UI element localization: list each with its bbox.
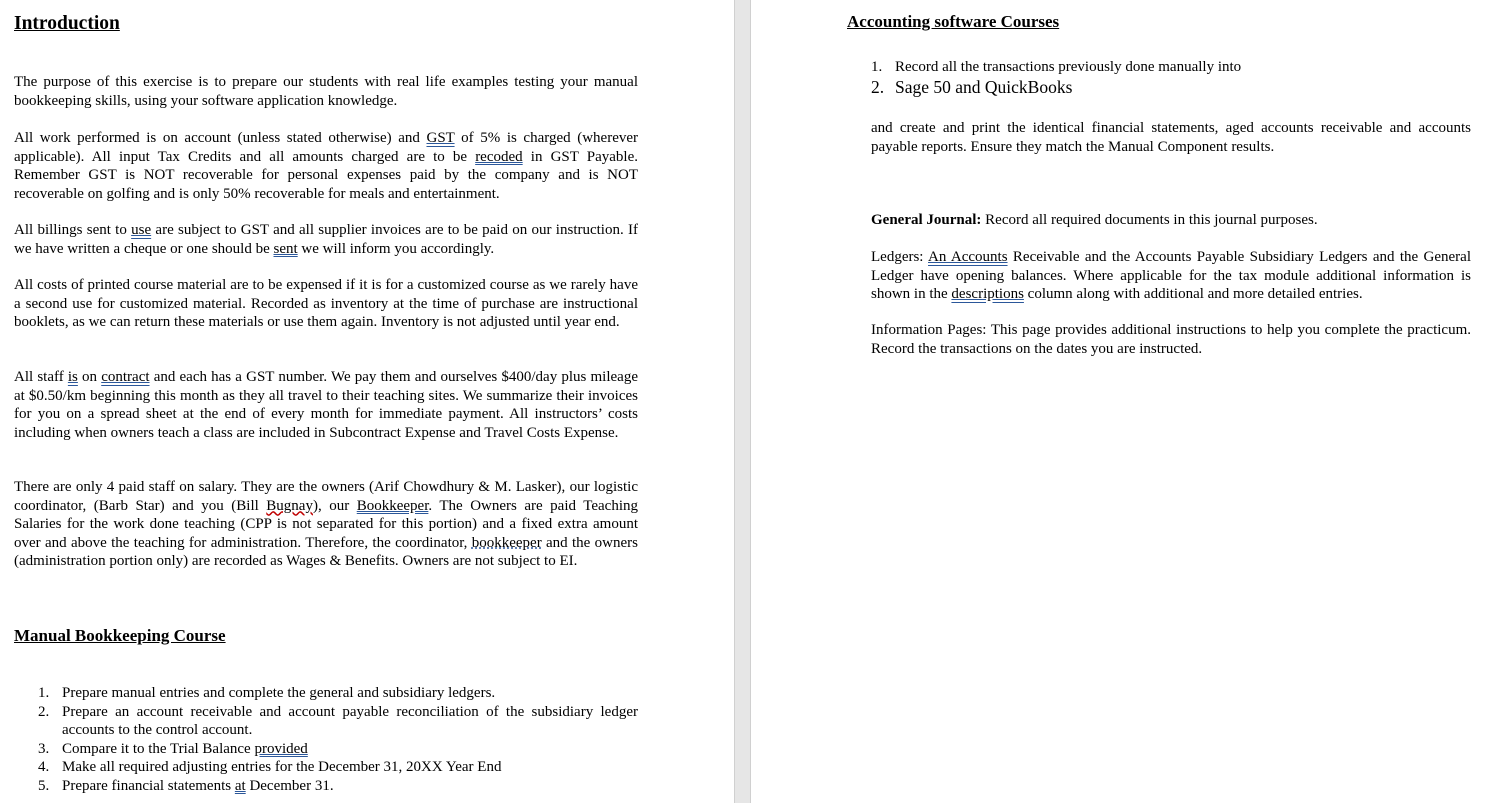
list-item: 2. Prepare an account receivable and account payable reconciliation of the subsidiary ledger accounts to the control account.	[38, 703, 638, 738]
intro-paragraph-2: All work performed is on account (unless stated otherwise) and GST of 5% is charged (wherever applicable). All input Tax Credits and all amounts charged are to be recoded in GST Payable. Remember GST is NOT recoverable for personal expenses paid by the company and is NOT recoverable on golfing and is only 50% recoverable for meals and entertainment.	[14, 130, 639, 202]
page-gutter	[734, 0, 751, 803]
accounting-software-list	[871, 58, 1471, 98]
grammar-flag-recoded[interactable]: recoded	[475, 148, 523, 165]
intro-paragraph-5: All staff is on contract and each has a GST number. We pay them and ourselves $400/day plus mileage at $0.50/km beginning this month as they all travel to their teaching sites. We summarize their invoices for you on a spread sheet at the end of every month for immediate payment. All instructors’ costs including when owners teach a class are included in Subcontract Expense and Travel Costs Expense.	[14, 369, 638, 441]
list-item: 2. Sage 50 and QuickBooks	[871, 76, 1073, 97]
intro-paragraph-4: All costs of printed course material are to be expensed if it is for a customized course as we rarely have a second use for customized material. Recorded as inventory at the time of purchase are instructional booklets, as we can return these materials or use them again. Inventory is not adjusted until year end.	[14, 277, 638, 330]
manual-bookkeeping-heading: Manual Bookkeeping Course	[14, 626, 226, 645]
general-journal-label: General Journal:	[871, 212, 982, 228]
intro-paragraph-6: There are only 4 paid staff on salary. They are the owners (Arif Chowdhury & M. Lasker), our logistic coordinator, (Barb Star) and you (Bill Bugnay), our Bookkeeper. The Owners are paid Teaching Salaries for the work done teaching (CPP is not separated for this portion) and a fixed extra amount over and above the teaching for administration. Therefore, the coordinator, bookkeeper and the owners (administration portion only) are recorded as Wages & Benefits. Owners are not subject to EI.	[14, 479, 638, 569]
list-item: 1. Prepare manual entries and complete the general and subsidiary ledgers.	[38, 685, 496, 701]
grammar-flag-contract[interactable]: contract	[101, 369, 150, 385]
spelling-flag-bugnay[interactable]: Bugnay	[266, 497, 313, 514]
accounting-software-paragraph: and create and print the identical financial statements, aged accounts receivable and accounts payable reports. Ensure they match the Manual Component results.	[871, 120, 1471, 155]
grammar-flag-gst[interactable]: GST	[426, 130, 455, 146]
grammar-flag-descriptions[interactable]: descriptions	[951, 286, 1024, 302]
list-item: 1. Record all the transactions previously done manually into	[871, 59, 1242, 75]
intro-paragraph-1: The purpose of this exercise is to prepare our students with real life examples testing your manual bookkeeping skills, using your software application knowledge.	[14, 74, 638, 109]
left-document-page	[0, 0, 734, 803]
grammar-flag-provided[interactable]: provided	[254, 740, 308, 757]
grammar-flag-sent[interactable]: sent	[273, 240, 298, 257]
manual-bookkeeping-list	[14, 684, 638, 795]
grammar-flag-an-accounts[interactable]: An Accounts	[928, 249, 1008, 265]
grammar-flag-is[interactable]: is	[67, 369, 78, 385]
grammar-flag-at[interactable]: at	[234, 777, 246, 794]
information-pages-paragraph: Information Pages: This page provides additional instructions to help you complete the practicum. Record the transactions on the dates you are instructed.	[871, 322, 1471, 357]
general-journal-paragraph: General Journal: Record all required documents in this journal purposes.	[871, 212, 1318, 228]
accounting-software-heading: Accounting software Courses	[847, 12, 1060, 31]
list-item: 5. Prepare financial statements at December 31.	[38, 777, 334, 794]
grammar-flag-bookkeeper[interactable]: Bookkeeper	[356, 497, 429, 514]
introduction-heading: Introduction	[14, 13, 120, 34]
grammar-flag-use[interactable]: use	[131, 222, 152, 238]
list-item: 3. Compare it to the Trial Balance provided	[38, 740, 308, 757]
intro-paragraph-3: All billings sent to use are subject to GST and all supplier invoices are to be paid on our instruction. If we have written a cheque or one should be sent we will inform you accordingly.	[14, 222, 638, 257]
right-document-page	[751, 0, 1507, 803]
ledgers-paragraph: Ledgers: An Accounts Receivable and the Accounts Payable Subsidiary Ledgers and the General Ledger have opening balances. Where applicable for the tax module additional information is shown in the descriptions column along with additional and more detailed entries.	[871, 249, 1471, 302]
list-item: 4. Make all required adjusting entries for the December 31, 20XX Year End	[38, 759, 502, 775]
grammar-flag-bookkeeper-lower[interactable]: bookkeeper	[471, 534, 542, 551]
